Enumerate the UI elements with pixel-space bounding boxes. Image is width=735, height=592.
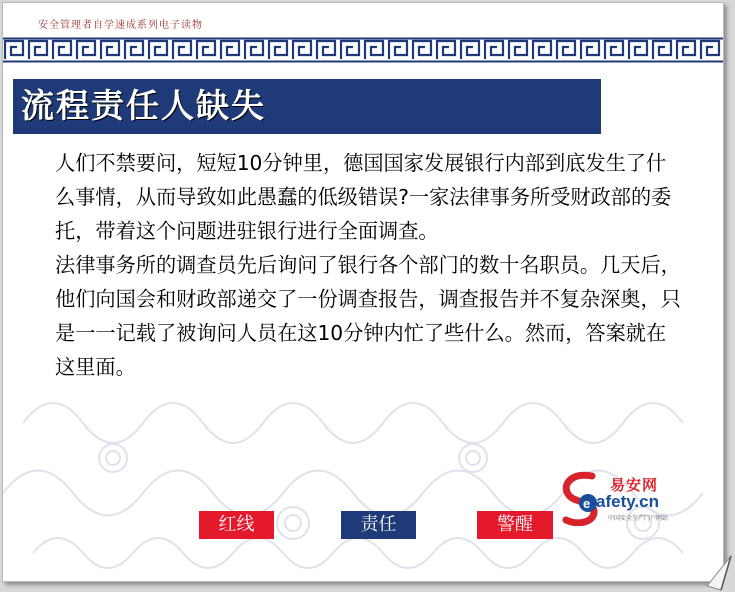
tag-responsibility: 责任: [341, 511, 416, 539]
meander-border: [3, 37, 723, 63]
site-logo: [558, 468, 708, 528]
tag-red-line: 红线: [199, 511, 274, 539]
series-title: 安全管理者自学速成系列电子读物: [38, 20, 203, 31]
paragraph: 人们不禁要问，短短10分钟里，德国国家发展银行内部到底发生了什么事情，从而导致如此愚蠢的低级错误?一家法律事务所受财政部的委托，带着这个问题进驻银行进行全面调查。: [55, 151, 672, 243]
title-bar: [13, 79, 601, 134]
logo-name-cn: 易安网: [610, 476, 659, 494]
body-text: [55, 146, 685, 384]
page-title: 流程责任人缺失: [21, 86, 266, 125]
page-curl-icon: [693, 550, 735, 592]
paragraph: 法律事务所的调查员先后询问了银行各个部门的数十名职员。几天后，他们向国会和财政部递交了一份调查报告，调查报告并不复杂深奥，只是一一记载了被询问人员在这10分钟内忙了些什么。然而，答案就在这里面。: [55, 253, 681, 379]
logo-subtitle: 中国安全生产门户网站: [608, 515, 669, 522]
logo-name-en: afety.cn: [596, 492, 659, 511]
tag-alert: 警醒: [477, 511, 553, 539]
slide: [2, 2, 724, 582]
svg-text:e: e: [583, 496, 591, 511]
